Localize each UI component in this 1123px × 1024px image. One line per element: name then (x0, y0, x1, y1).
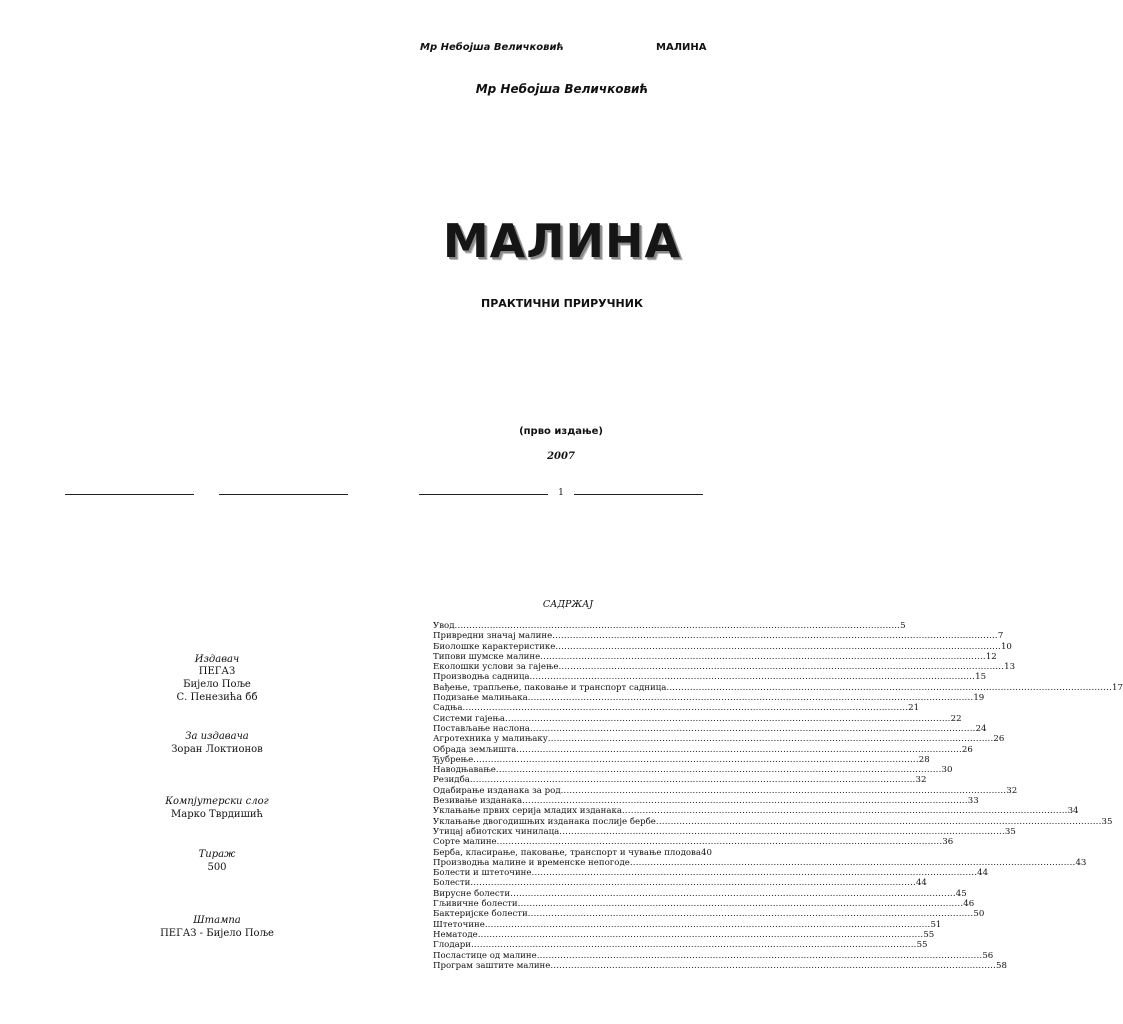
toc-entry-page: 44 (977, 868, 989, 879)
toc-entry-title: Ђубрење (433, 754, 474, 765)
toc-entry (433, 847, 712, 858)
toc-entry-page: 34 (1067, 806, 1079, 817)
toc-dot-leader (558, 662, 1004, 672)
toc-entry-title: Производња садница (433, 672, 530, 683)
toc-entry-title: Уклањање првих серија младих изданака (433, 806, 622, 817)
page-number: 1 (558, 488, 564, 498)
toc-entry-page: 19 (973, 693, 985, 704)
toc-entry (433, 919, 942, 930)
printing-value: ПЕГАЗ - Бијело Поље (160, 928, 274, 939)
toc-entry-page: 7 (997, 631, 1004, 642)
toc-dot-leader (656, 817, 1102, 827)
toc-entry-page: 35 (1101, 816, 1113, 827)
toc-dot-leader (455, 621, 901, 631)
toc-dot-leader (463, 703, 909, 713)
toc-dot-leader (559, 827, 1005, 837)
toc-entry-page: 30 (941, 765, 953, 776)
toc-entry (433, 868, 989, 879)
print-run-value: 500 (207, 862, 227, 873)
toc-dot-leader (528, 909, 974, 919)
author-name: Мр Небојша Величковић (475, 82, 649, 96)
toc-entry-page: 28 (918, 754, 930, 765)
book-title: МАЛИНА (442, 214, 682, 268)
toc-entry-title: Типови шумске малине (433, 651, 541, 662)
toc-entry (433, 693, 985, 704)
toc-entry-page: 5 (900, 621, 906, 631)
toc-entry-title: Производња малине и временске непогоде (433, 857, 630, 868)
toc-dot-leader (470, 878, 916, 888)
running-header-title: МАЛИНА (656, 42, 707, 53)
toc-dot-leader (555, 642, 1001, 652)
toc-entry (433, 826, 1016, 837)
toc-dot-leader (528, 693, 974, 703)
toc-entry (433, 950, 994, 961)
toc-dot-leader (622, 806, 1068, 816)
toc-entry-page: 50 (973, 909, 985, 920)
book-subtitle: ПРАКТИЧНИ ПРИРУЧНИК (481, 297, 643, 310)
toc-entry (433, 775, 927, 786)
toc-entry-page: 33 (967, 796, 979, 807)
for-publisher-name: Зоран Локтионов (171, 744, 263, 755)
publisher-address: С. Пенезића бб (176, 692, 258, 703)
toc-dot-leader (496, 765, 942, 775)
toc-entry-title: Увод (433, 621, 455, 631)
edition-note: (прво издање) (519, 426, 603, 437)
toc-entry-title: Болести и штеточине (433, 868, 532, 879)
toc-entry (433, 878, 927, 889)
toc-entry (433, 723, 987, 734)
toc-entry-title: Биолошке карактеристике (433, 641, 556, 652)
toc-entry-title: Посластице од малине (433, 950, 537, 961)
toc-entry-title: Привредни значај малине (433, 631, 553, 642)
divider-rule (419, 494, 548, 495)
toc-entry-page: 46 (963, 899, 975, 910)
toc-entry-title: Берба, класирање, паковање, транспорт и чување плодова (433, 847, 701, 858)
publisher-city: Бијело Поље (183, 679, 251, 690)
toc-dot-leader (552, 631, 998, 641)
toc-entry-title: Еколошки услови за гајење (433, 662, 559, 673)
toc-entry-title: Утицај абиотских чинилаца (433, 826, 560, 837)
toc-entry-page: 36 (942, 837, 954, 848)
toc-entry-title: Подизање малињака (433, 693, 528, 704)
toc-entry-title: Одабирање изданака за род (433, 785, 561, 796)
toc-entry-page: 45 (955, 888, 967, 899)
divider-rule (574, 494, 703, 495)
print-run-label: Тираж (198, 849, 236, 860)
toc-entry-page: 56 (982, 950, 994, 961)
toc-dot-leader (561, 786, 1007, 796)
toc-entry-title: Постављање наслона (433, 723, 530, 734)
toc-entry (433, 785, 1018, 796)
toc-dot-leader (516, 745, 962, 755)
toc-entry-title: Резидба (433, 775, 470, 786)
toc-entry-page: 32 (915, 775, 927, 786)
toc-entry (433, 765, 953, 776)
toc-entry-title: Везивање изданака (433, 796, 523, 807)
toc-entry-page: 13 (1004, 662, 1016, 673)
toc-dot-leader (630, 858, 1076, 868)
toc-entry-page: 32 (1006, 785, 1018, 796)
toc-entry-page: 55 (916, 940, 928, 951)
toc-entry (433, 703, 920, 714)
toc-entry (433, 909, 985, 920)
toc-entry (433, 796, 979, 807)
toc-dot-leader (471, 940, 917, 950)
toc-entry-page: 44 (915, 878, 927, 889)
toc-entry (433, 734, 1005, 745)
printing-label: Штампа (193, 915, 241, 926)
toc-entry (433, 713, 962, 724)
running-header-author: Мр Небојша Величковић (420, 42, 564, 53)
toc-entry (433, 641, 1012, 652)
publication-year: 2007 (547, 451, 575, 462)
toc-entry (433, 672, 987, 683)
toc-dot-leader (537, 951, 983, 961)
typesetting-label: Компјутерски слог (165, 796, 269, 807)
publisher-label: Издавач (194, 654, 240, 665)
toc-entry-title: Болести (433, 878, 471, 889)
toc-entry-page: 35 (1004, 826, 1016, 837)
toc-dot-leader (473, 755, 919, 765)
toc-entry-title: Штеточине (433, 919, 485, 930)
toc-heading: САДРЖАЈ (542, 599, 594, 610)
toc-dot-leader (485, 920, 931, 930)
toc-entry (433, 621, 906, 631)
toc-entry-title: Уклањање двогодишњих изданака послије бербе (433, 816, 656, 827)
toc-entry-page: 55 (923, 929, 935, 940)
toc-entry-title: Системи гајења (433, 713, 505, 724)
toc-entry-title: Наводњавање (433, 765, 496, 776)
toc-entry-page: 22 (950, 713, 962, 724)
toc-entry-title: Глодари (433, 940, 471, 951)
toc-entry-page: 17 (1112, 682, 1123, 693)
toc-entry-page: 12 (985, 651, 997, 662)
toc-entry (433, 682, 1123, 693)
toc-entry-title: Агротехника у малињаку (433, 734, 548, 745)
toc-entry-title: Бактеријске болести (433, 909, 528, 920)
toc-entry-title: Нематоде (433, 929, 478, 940)
toc-dot-leader (478, 930, 924, 940)
toc-entry (433, 631, 1004, 642)
toc-entry (433, 837, 954, 848)
toc-entry-page: 51 (930, 919, 942, 930)
for-publisher-label: За издавача (185, 731, 249, 742)
toc-dot-leader (529, 672, 975, 682)
toc-entry (433, 899, 975, 910)
toc-entry-title: Обрада земљишта (433, 744, 517, 755)
table-of-contents (433, 621, 1123, 971)
toc-dot-leader (518, 899, 964, 909)
toc-dot-leader (540, 652, 986, 662)
toc-dot-leader (522, 796, 968, 806)
toc-entry (433, 754, 930, 765)
toc-entry (433, 806, 1079, 817)
toc-dot-leader (470, 775, 916, 785)
toc-entry (433, 857, 1087, 868)
toc-dot-leader (548, 734, 994, 744)
toc-entry-page: 26 (961, 744, 973, 755)
typesetting-name: Марко Тврдишић (171, 809, 263, 820)
publisher-name: ПЕГАЗ (198, 666, 236, 677)
toc-dot-leader (550, 961, 996, 971)
toc-entry (433, 940, 928, 951)
toc-entry-title: Вирусне болести (433, 888, 511, 899)
toc-dot-leader (666, 683, 1112, 693)
toc-entry-page: 15 (975, 672, 987, 683)
toc-dot-leader (530, 724, 976, 734)
toc-dot-leader (510, 889, 956, 899)
toc-entry-title: Програм заштите малине (433, 960, 551, 971)
toc-entry (433, 662, 1016, 673)
toc-entry-title: Садња (433, 703, 463, 714)
toc-dot-leader (532, 868, 978, 878)
toc-entry-page: 21 (908, 703, 920, 714)
toc-entry-page: 40 (701, 847, 712, 858)
toc-entry-page: 58 (996, 960, 1007, 971)
divider-rule (65, 494, 194, 495)
toc-dot-leader (505, 714, 951, 724)
toc-entry (433, 816, 1113, 827)
toc-entry (433, 744, 973, 755)
toc-entry-page: 24 (975, 723, 987, 734)
toc-entry-title: Сорте малине (433, 837, 497, 848)
toc-entry (433, 651, 997, 662)
toc-entry-page: 10 (1000, 641, 1012, 652)
toc-entry-title: Вађење, трапљење, паковање и транспорт садница (433, 682, 667, 693)
toc-entry-page: 43 (1075, 857, 1087, 868)
toc-entry-title: Гљивичне болести (433, 899, 518, 910)
toc-entry-page: 26 (993, 734, 1005, 745)
toc-entry (433, 888, 967, 899)
toc-entry (433, 960, 1007, 971)
divider-rule (219, 494, 348, 495)
toc-dot-leader (497, 837, 943, 847)
toc-entry (433, 929, 935, 940)
